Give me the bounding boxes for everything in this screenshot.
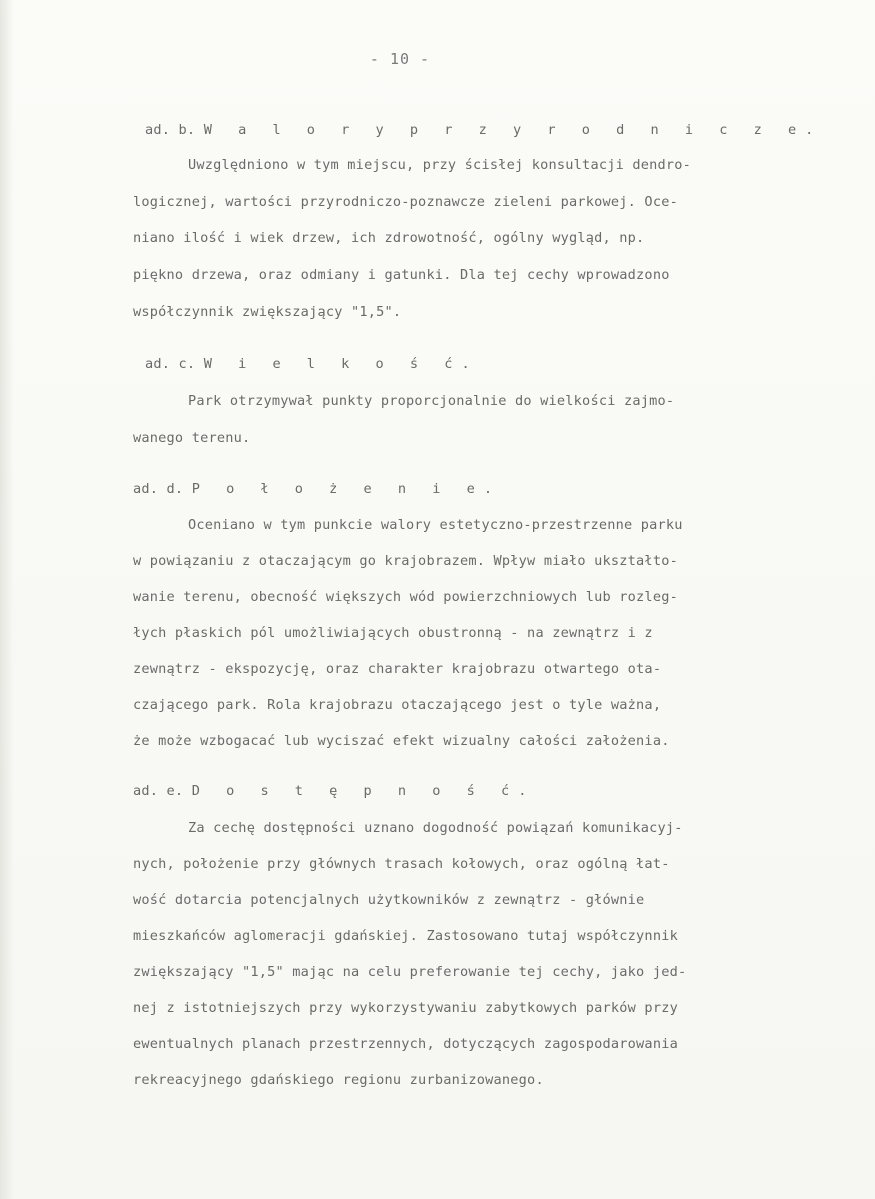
- paragraph-line: że może wzbogacać lub wyciszać efekt wizualny całości założenia.: [133, 733, 670, 749]
- section-heading-c: [145, 354, 479, 374]
- page-number: - 10 -: [369, 50, 431, 68]
- paragraph-line: zewnątrz - ekspozycję, oraz charakter krajobrazu otwartego ota-: [133, 661, 662, 677]
- paragraph-line: w powiązaniu z otaczającym go krajobrazem. Wpływ miało ukształto-: [133, 553, 678, 569]
- section-title: W i e l k o ś ć.: [203, 356, 479, 372]
- paragraph-line: piękno drzewa, oraz odmiany i gatunki. Dla tej cechy wprowadzono: [133, 267, 670, 283]
- paragraph-line: łych płaskich pól umożliwiających obustronną - na zewnątrz i z: [133, 625, 653, 641]
- paragraph-line: czającego park. Rola krajobrazu otaczającego jest o tyle ważna,: [133, 697, 662, 713]
- paragraph-line: mieszkańców aglomeracji gdańskiej. Zastosowano tutaj współczynnik: [133, 928, 678, 944]
- paragraph-line: logicznej, wartości przyrodniczo-poznawcze zieleni parkowej. Oce-: [133, 194, 678, 210]
- paragraph-line: wanego terenu.: [133, 430, 251, 446]
- section-prefix: ad. c.: [145, 356, 196, 372]
- section-prefix: ad. b.: [145, 122, 196, 138]
- paragraph-line: nych, położenie przy głównych trasach kołowych, oraz ogólną łat-: [133, 856, 670, 872]
- paragraph-line: wość dotarcia potencjalnych użytkowników z zewnątrz - głównie: [133, 892, 645, 908]
- section-heading-d: [133, 479, 501, 499]
- paragraph-line: Oceniano w tym punkcie walory estetyczno-przestrzenne parku: [188, 517, 683, 533]
- paragraph-line: ewentualnych planach przestrzennych, dotyczących zagospodarowania: [133, 1036, 678, 1052]
- paragraph-line: nej z istotniejszych przy wykorzystywaniu zabytkowych parków przy: [133, 1000, 678, 1016]
- section-title: P o ł o ż e n i e.: [191, 481, 502, 497]
- section-heading-b: [145, 120, 822, 140]
- paragraph-line: współczynnik zwiększający "1,5".: [133, 304, 402, 320]
- section-prefix: ad. d.: [133, 481, 184, 497]
- section-heading-e: [133, 781, 535, 801]
- paragraph-line: rekreacyjnego gdańskiego regionu zurbanizowanego.: [133, 1072, 544, 1088]
- paragraph-line: zwiększający "1,5" mając na celu preferowanie tej cechy, jako jed-: [133, 964, 687, 980]
- paragraph-line: Uwzględniono w tym miejscu, przy ścisłej konsultacji dendro-: [188, 157, 692, 173]
- paragraph-line: wanie terenu, obecność większych wód powierzchniowych lub rozleg-: [133, 589, 678, 605]
- paragraph-line: Park otrzymywał punkty proporcjonalnie do wielkości zajmo-: [188, 393, 675, 409]
- section-title: W a l o r y p r z y r o d n i c z e.: [203, 122, 823, 138]
- paragraph-line: Za cechę dostępności uznano dogodność powiązań komunikacyj-: [188, 820, 683, 836]
- section-prefix: ad. e.: [133, 783, 184, 799]
- section-title: D o s t ę p n o ś ć.: [191, 783, 536, 799]
- paragraph-line: niano ilość i wiek drzew, ich zdrowotność, ogólny wygląd, np.: [133, 230, 645, 246]
